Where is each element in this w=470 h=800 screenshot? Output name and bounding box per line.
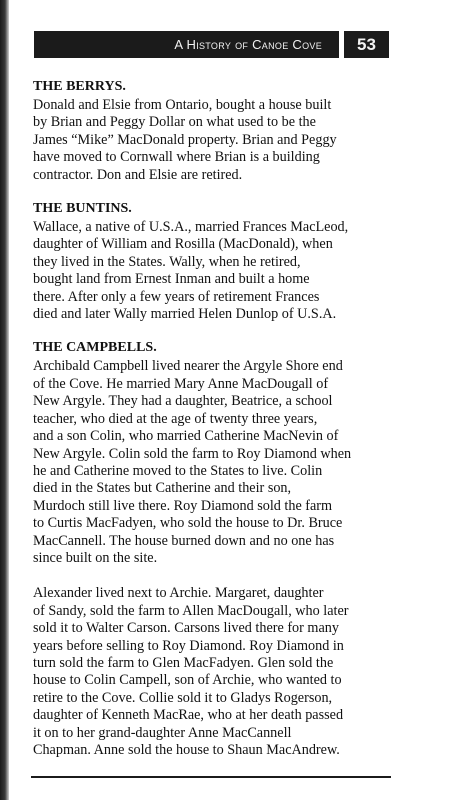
- running-title-bar: [34, 31, 339, 58]
- page-number-box: [344, 31, 389, 58]
- running-title: A History of Canoe Cove: [174, 37, 322, 52]
- text-line: New Argyle. Colin sold the farm to Roy Diamond when: [33, 445, 352, 462]
- text-line: house to Colin Campell, son of Archie, who wanted to: [33, 672, 342, 689]
- text-line: Chapman. Anne sold the house to Shaun MacAndrew.: [33, 742, 340, 758]
- text-line: of Sandy, sold the farm to Allen MacDougall, who later: [33, 602, 349, 619]
- text-line: they lived in the States. Wally, when he retired,: [33, 253, 301, 270]
- page-number: 53: [357, 34, 376, 54]
- text-line: contractor. Don and Elsie are retired.: [33, 166, 243, 183]
- section-campbells: [33, 339, 395, 759]
- page-header: [34, 31, 389, 58]
- book-spine-shadow: [0, 0, 9, 800]
- text-line: Archibald Campbell lived nearer the Argyle Shore end: [33, 358, 343, 375]
- section-heading: THE BERRYS.: [33, 79, 126, 94]
- text-line: Murdoch still live there. Roy Diamond sold the farm: [33, 497, 333, 514]
- section-buntins: [33, 200, 395, 323]
- section-heading: THE CAMPBELLS.: [33, 340, 157, 356]
- text-line: daughter of Kenneth MacRae, who at her death passed: [33, 707, 344, 724]
- text-line: by Brian and Peggy Dollar on what used to be the: [33, 114, 316, 131]
- text-line: bought land from Ernest Inman and built a home: [33, 271, 310, 288]
- text-line: of the Cove. He married Mary Anne MacDougall of: [33, 375, 329, 392]
- text-line: he and Catherine moved to the States to live. Colin: [33, 462, 323, 479]
- text-line: Donald and Elsie from Ontario, bought a house built: [33, 97, 332, 113]
- text-line: MacCannell. The house burned down and no one has: [33, 532, 335, 549]
- text-line: years before selling to Roy Diamond. Roy Diamond in: [33, 637, 344, 654]
- text-line: to Curtis MacFadyen, who sold the house to Dr. Bruce: [33, 515, 343, 532]
- text-line: have moved to Cornwall where Brian is a building: [33, 149, 320, 166]
- text-line: Alexander lived next to Archie. Margaret, daughter: [33, 585, 324, 602]
- text-line: turn sold the farm to Glen MacFadyen. Glen sold the: [33, 654, 334, 671]
- text-line: it on to her grand-daughter Anne MacCannell: [33, 724, 292, 741]
- text-line: died and later Wally married Helen Dunlop of U.S.A.: [33, 306, 337, 323]
- text-line: New Argyle. They had a daughter, Beatrice, a school: [33, 393, 333, 410]
- text-line: teacher, who died at the age of twenty three years,: [33, 410, 318, 427]
- text-line: Wallace, a native of U.S.A., married Frances MacLeod,: [33, 219, 349, 236]
- text-line: and a son Colin, who married Catherine MacNevin of: [33, 428, 339, 445]
- page-body: [33, 78, 395, 775]
- text-line: sold it to Walter Carson. Carsons lived there for many: [33, 620, 339, 637]
- paragraph-gap: [33, 567, 395, 585]
- text-line: since built on the site.: [33, 549, 158, 566]
- text-line: there. After only a few years of retirement Frances: [33, 288, 320, 305]
- text-line: daughter of William and Rosilla (MacDonald), when: [33, 236, 333, 253]
- section-berrys: [33, 78, 395, 184]
- footer-rule: [31, 776, 391, 778]
- text-line: James “Mike” MacDonald property. Brian and Peggy: [33, 131, 337, 148]
- text-line: retire to the Cove. Collie sold it to Gladys Rogerson,: [33, 689, 333, 706]
- section-heading: THE BUNTINS.: [33, 201, 132, 217]
- text-line: died in the States but Catherine and their son,: [33, 480, 292, 497]
